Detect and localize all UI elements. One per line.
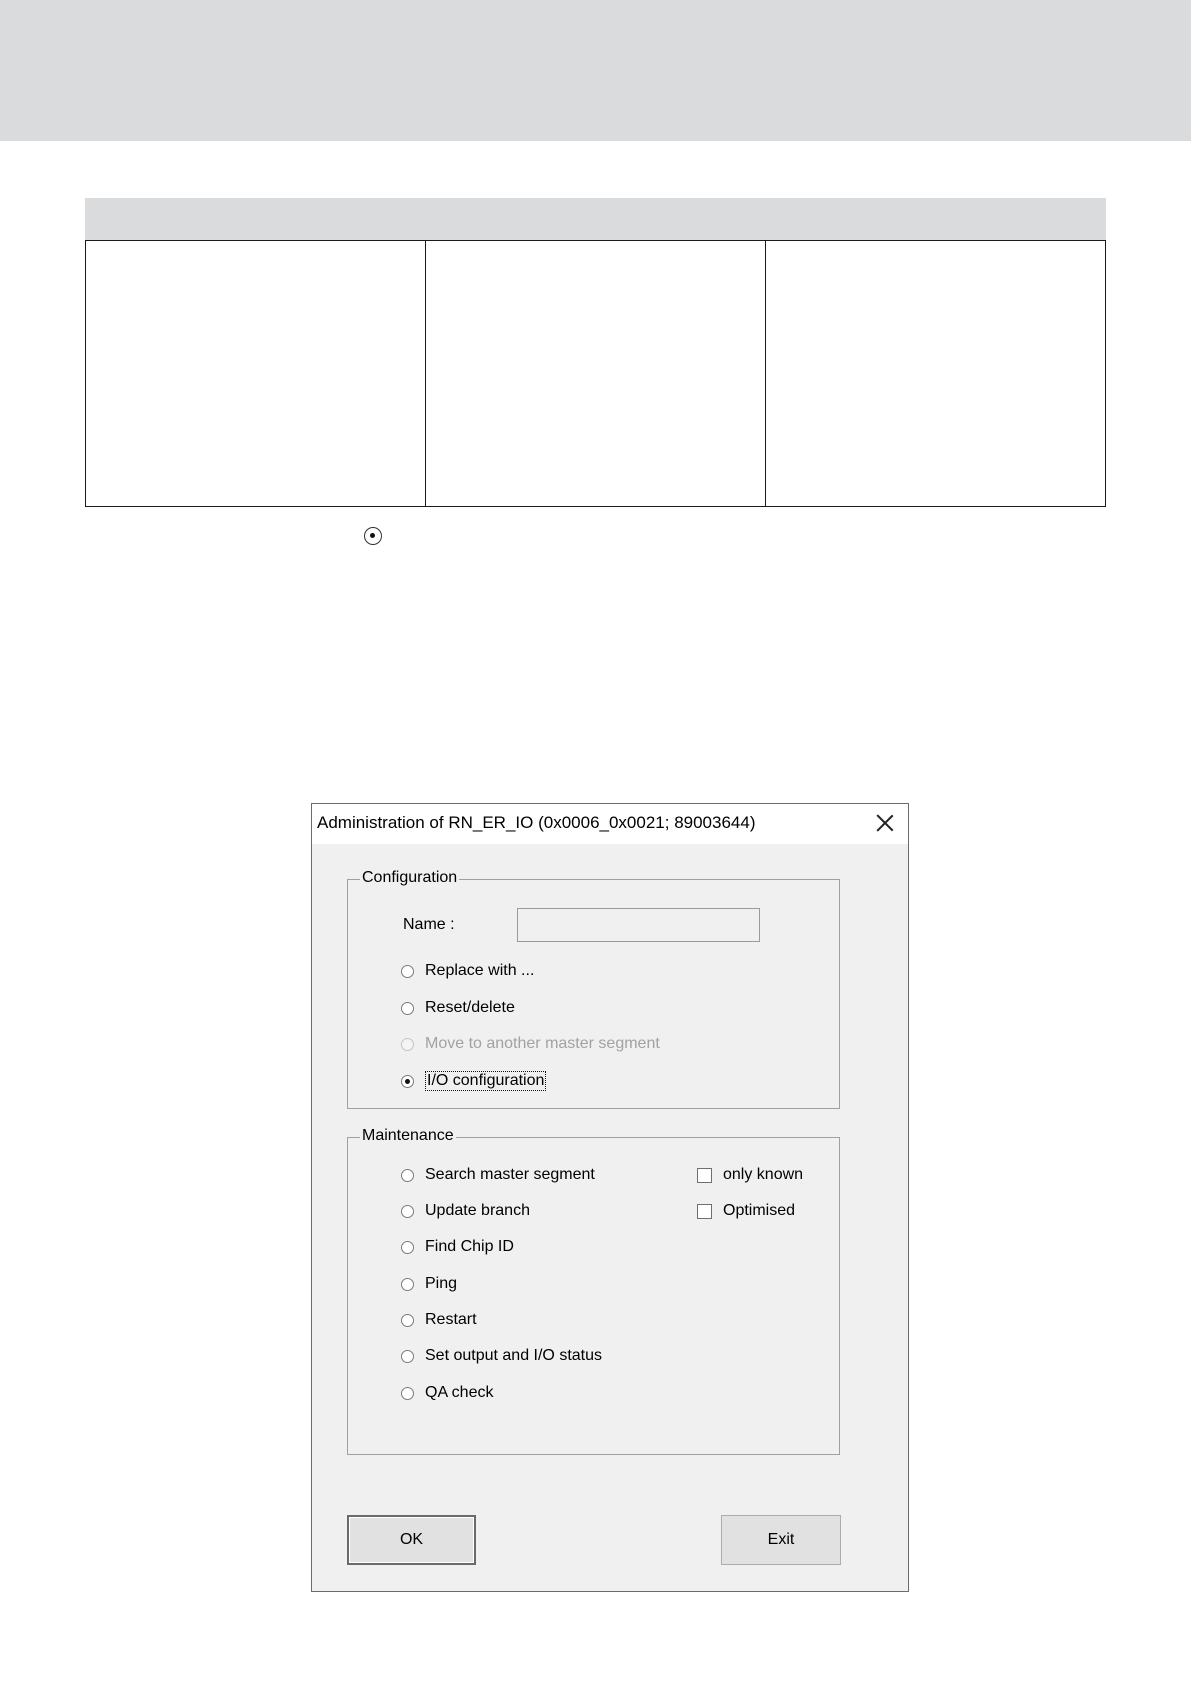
radio-qa-check-label: QA check <box>425 1384 494 1401</box>
radio-update-branch-circle[interactable] <box>401 1205 414 1218</box>
radio-restart-circle[interactable] <box>401 1314 414 1327</box>
radio-restart-label: Restart <box>425 1311 477 1328</box>
checkbox-optimised[interactable] <box>697 1200 795 1222</box>
radio-find-chip-id-label: Find Chip ID <box>425 1238 514 1255</box>
radio-find-chip-id-circle[interactable] <box>401 1241 414 1254</box>
maintenance-group <box>347 1127 840 1455</box>
radio-selected-icon <box>364 527 382 545</box>
radio-ping-circle[interactable] <box>401 1278 414 1291</box>
radio-set-output-io-status[interactable] <box>401 1345 602 1367</box>
checkbox-optimised-label: Optimised <box>723 1202 796 1219</box>
maintenance-group-label: Maintenance <box>362 1127 454 1144</box>
radio-restart[interactable] <box>401 1309 477 1331</box>
radio-set-output-io-status-circle[interactable] <box>401 1350 414 1363</box>
table-cell-3 <box>765 241 1105 506</box>
radio-replace-with-circle[interactable] <box>401 965 414 978</box>
radio-update-branch-label: Update branch <box>425 1202 530 1219</box>
radio-replace-with[interactable] <box>401 960 534 982</box>
close-icon[interactable] <box>872 810 898 836</box>
radio-reset-delete-label: Reset/delete <box>425 999 515 1016</box>
radio-reset-delete-circle[interactable] <box>401 1002 414 1015</box>
ok-button[interactable]: OK <box>347 1515 476 1565</box>
table-body-row <box>85 240 1106 507</box>
radio-io-configuration-circle[interactable] <box>401 1075 414 1088</box>
radio-search-master-segment-label: Search master segment <box>425 1166 595 1183</box>
table-cell-2 <box>425 241 765 506</box>
table-header-row <box>85 198 1106 240</box>
radio-find-chip-id[interactable] <box>401 1236 514 1258</box>
radio-update-branch[interactable] <box>401 1200 530 1222</box>
radio-move-to-another-master-segment <box>401 1033 660 1055</box>
radio-move-label: Move to another master segment <box>425 1035 660 1052</box>
radio-search-master-segment[interactable] <box>401 1164 595 1186</box>
exit-button[interactable]: Exit <box>721 1515 841 1565</box>
configuration-group <box>347 869 840 1109</box>
checkbox-only-known-box[interactable] <box>697 1168 712 1183</box>
radio-io-configuration[interactable] <box>401 1070 546 1092</box>
page-header-band <box>0 0 1191 141</box>
administration-dialog <box>311 803 909 1592</box>
checkbox-only-known-label: only known <box>723 1166 804 1183</box>
checkbox-only-known[interactable] <box>697 1164 803 1186</box>
radio-replace-with-label: Replace with ... <box>425 962 535 979</box>
checkbox-optimised-box[interactable] <box>697 1204 712 1219</box>
radio-io-configuration-label: I/O configuration <box>427 1072 545 1089</box>
radio-reset-delete[interactable] <box>401 997 515 1019</box>
radio-qa-check-circle[interactable] <box>401 1387 414 1400</box>
radio-search-master-segment-circle[interactable] <box>401 1169 414 1182</box>
name-input[interactable] <box>517 908 760 942</box>
name-label: Name : <box>403 916 455 933</box>
configuration-group-label: Configuration <box>362 869 458 886</box>
radio-ping[interactable] <box>401 1273 457 1295</box>
radio-move-circle <box>401 1038 414 1051</box>
dialog-titlebar <box>312 804 908 844</box>
dialog-title: Administration of RN_ER_IO (0x0006_0x0021; 89003644) <box>317 813 756 832</box>
radio-ping-label: Ping <box>425 1275 458 1292</box>
table-cell-1 <box>86 241 425 506</box>
radio-qa-check[interactable] <box>401 1382 493 1404</box>
radio-set-output-io-status-label: Set output and I/O status <box>425 1347 602 1364</box>
